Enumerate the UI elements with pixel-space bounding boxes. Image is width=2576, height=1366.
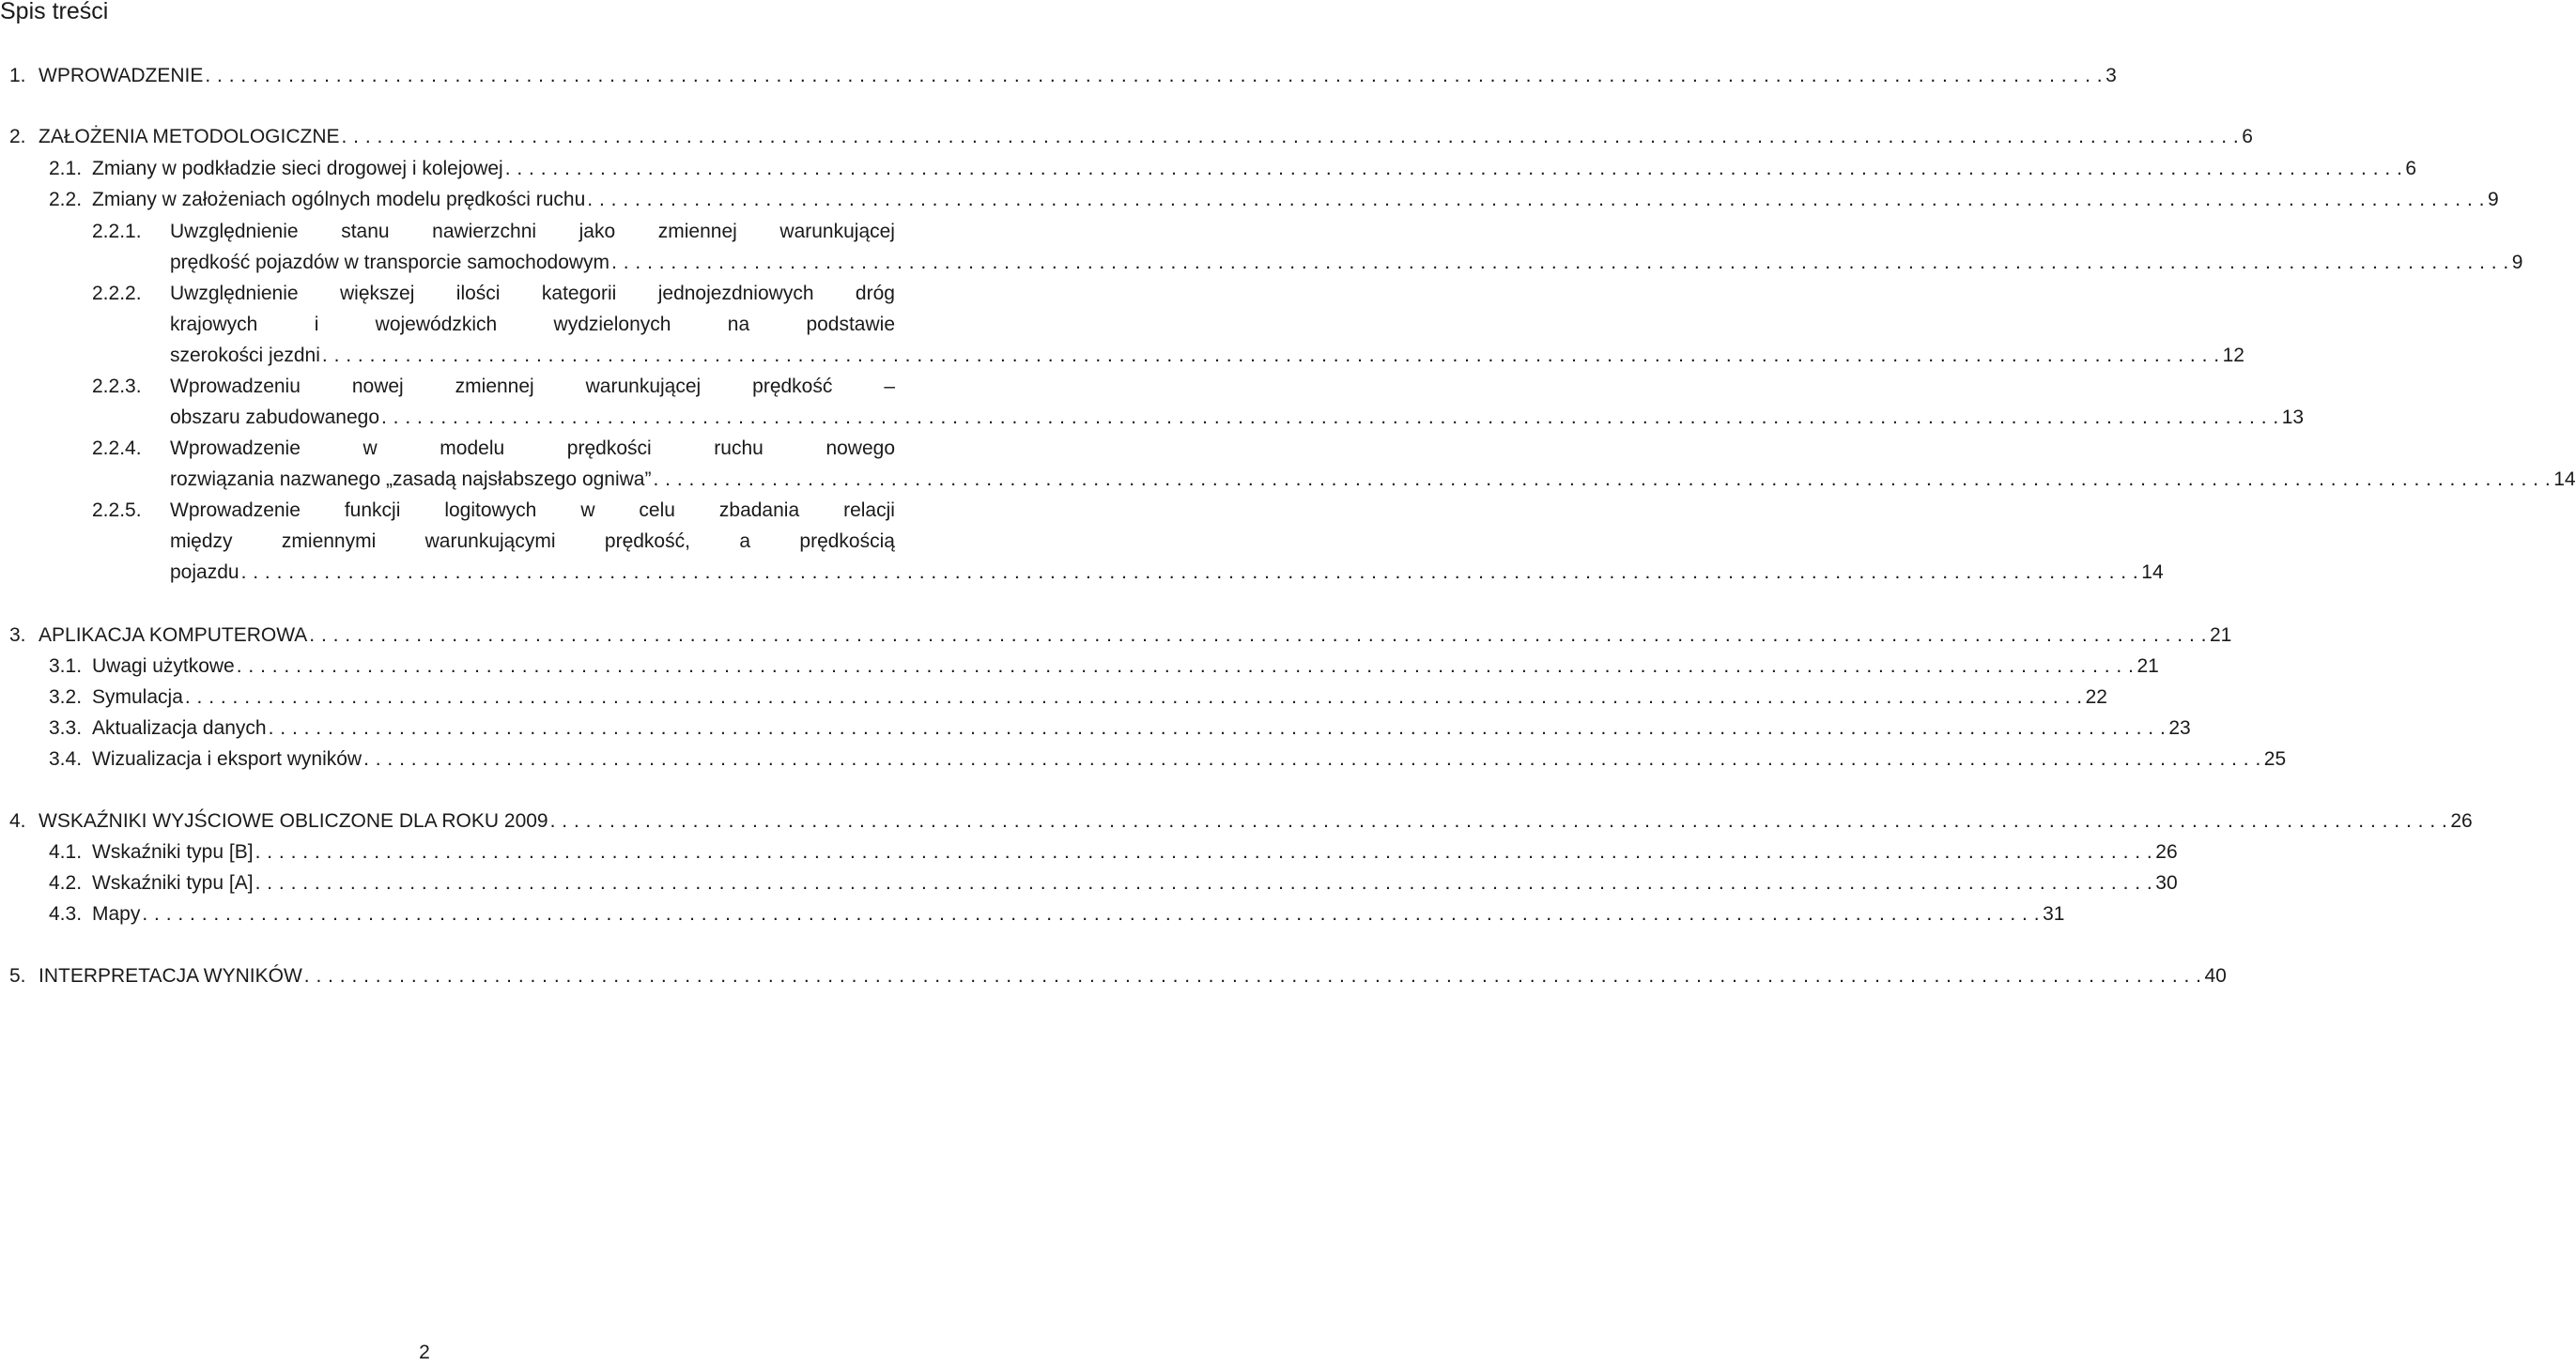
toc-word: między — [170, 530, 233, 552]
toc-word: zmiennej — [455, 376, 534, 397]
toc-word: warunkującymi — [424, 530, 556, 552]
toc-word: funkcji — [344, 499, 401, 521]
toc-entry-number: 2.2. — [49, 189, 83, 210]
toc-entry-line — [39, 60, 2117, 91]
toc-entry-page-number: 25 — [2263, 748, 2287, 770]
toc-entry-number: 4. — [9, 810, 26, 832]
toc-word: Uwzględnienie — [170, 283, 299, 304]
toc-word: modelu — [440, 437, 505, 459]
toc-dot-leader: . . . . . . . . . . . . . . . . . . . . . . . . . . . . . . . . . . . . . . . . . . . . . . . . . . . . . . . . . . . . . . . . . . . . . . . . . . . . . . . . . . . . . . . . . . . . . . . . . . . . . . . . . . . . . . . . . . . . . . . . . . . . . . . . . . . . . . . . . . . . . . . . . . . . . . . . . . . . . . . . — [363, 748, 2261, 770]
toc-entry-line — [92, 682, 2107, 713]
toc-entry-number: 3.3. — [49, 717, 83, 739]
toc-entry-title: Aktualizacja danych — [92, 717, 267, 739]
toc-word: w — [362, 437, 378, 459]
toc-entry-page-number: 26 — [2450, 810, 2473, 832]
toc-entry-title: pojazdu — [170, 561, 239, 583]
toc-word: ruchu — [714, 437, 764, 459]
toc-entry-title-line — [170, 309, 895, 340]
toc-entry-line — [170, 340, 2244, 371]
toc-word: wojewódzkich — [375, 314, 498, 335]
toc-dot-leader: . . . . . . . . . . . . . . . . . . . . . . . . . . . . . . . . . . . . . . . . . . . . . . . . . . . . . . . . . . . . . . . . . . . . . . . . . . . . . . . . . . . . . . . . . . . . . . . . . . . . . . . . . . . . . . . . . . . . . . . . . . . . . . . . . . . . . . . . . . . . . . . . . . . . . . . . . . . . . . . . — [268, 717, 2167, 739]
toc-dot-leader: . . . . . . . . . . . . . . . . . . . . . . . . . . . . . . . . . . . . . . . . . . . . . . . . . . . . . . . . . . . . . . . . . . . . . . . . . . . . . . . . . . . . . . . . . . . . . . . . . . . . . . . . . . . . . . . . . . . . . . . . . . . . . . . . . . . . . . . . . . . . . . . . . . . . . . . . . . . . . . . . — [184, 686, 2083, 708]
toc-entry-number: 2.2.5. — [92, 499, 142, 521]
toc-dot-leader: . . . . . . . . . . . . . . . . . . . . . . . . . . . . . . . . . . . . . . . . . . . . . . . . . . . . . . . . . . . . . . . . . . . . . . . . . . . . . . . . . . . . . . . . . . . . . . . . . . . . . . . . . . . . . . . . . . . . . . . . . . . . . . . . . . . . . . . . . . . . . . . . . . . . . . . . . . . . . . . . — [653, 468, 2552, 490]
toc-entry-number: 4.3. — [49, 903, 83, 925]
toc-entry-title: prędkość pojazdów w transporcie samochodowym — [170, 252, 610, 273]
toc-entry-title: szerokości jezdni — [170, 345, 320, 366]
toc-entry-title: rozwiązania nazwanego „zasadą najsłabszego ogniwa” — [170, 468, 652, 490]
toc-entry-number: 2.2.3. — [92, 376, 142, 397]
toc-entry-line — [92, 867, 2178, 898]
toc-entry-page-number: 30 — [2155, 872, 2178, 894]
toc-entry-page-number: 31 — [2043, 903, 2065, 925]
toc-entry-title: Wizualizacja i eksport wyników — [92, 748, 362, 770]
toc-dot-leader: . . . . . . . . . . . . . . . . . . . . . . . . . . . . . . . . . . . . . . . . . . . . . . . . . . . . . . . . . . . . . . . . . . . . . . . . . . . . . . . . . . . . . . . . . . . . . . . . . . . . . . . . . . . . . . . . . . . . . . . . . . . . . . . . . . . . . . . . . . . . . . . . . . . . . . . . . . . . . . . . — [205, 65, 2104, 86]
toc-word: nawierzchni — [432, 221, 537, 242]
toc-entry-title: obszaru zabudowanego — [170, 407, 380, 428]
toc-entry-number: 3.2. — [49, 686, 83, 708]
toc-entry-line — [92, 836, 2178, 867]
toc-word: krajowych — [170, 314, 258, 335]
toc-entry-title-line — [170, 495, 895, 526]
toc-word: relacji — [843, 499, 895, 521]
toc-entry-number: 2.2.2. — [92, 283, 142, 304]
toc-entry-number: 3.1. — [49, 655, 83, 677]
toc-word: a — [739, 530, 751, 552]
toc-entry-line — [39, 620, 2232, 651]
toc-word: podstawie — [806, 314, 895, 335]
toc-entry-title: Wskaźniki typu [B] — [92, 841, 254, 863]
toc-entry-page-number: 12 — [2222, 345, 2244, 366]
toc-word: warunkującej — [779, 221, 895, 242]
toc-word: zmiennymi — [281, 530, 377, 552]
toc-heading: Spis treści — [0, 0, 109, 24]
toc-entry-line — [170, 464, 2576, 495]
toc-word: prędkością — [799, 530, 895, 552]
toc-entry-line — [92, 651, 2159, 682]
toc-word: Uwzględnienie — [170, 221, 299, 242]
toc-entry-title: WPROWADZENIE — [39, 65, 204, 86]
toc-entry-title: Mapy — [92, 903, 141, 925]
toc-word: prędkości — [566, 437, 652, 459]
toc-entry-title: Zmiany w podkładzie sieci drogowej i kolejowej — [92, 158, 503, 179]
toc-word: nowego — [825, 437, 895, 459]
toc-word: wydzielonych — [553, 314, 671, 335]
toc-entry-page-number: 9 — [2487, 189, 2499, 210]
toc-word: jako — [578, 221, 616, 242]
toc-entry-number: 5. — [9, 965, 26, 987]
toc-dot-leader: . . . . . . . . . . . . . . . . . . . . . . . . . . . . . . . . . . . . . . . . . . . . . . . . . . . . . . . . . . . . . . . . . . . . . . . . . . . . . . . . . . . . . . . . . . . . . . . . . . . . . . . . . . . . . . . . . . . . . . . . . . . . . . . . . . . . . . . . . . . . . . . . . . . . . . . . . . . . . . . . — [255, 841, 2153, 863]
toc-dot-leader: . . . . . . . . . . . . . . . . . . . . . . . . . . . . . . . . . . . . . . . . . . . . . . . . . . . . . . . . . . . . . . . . . . . . . . . . . . . . . . . . . . . . . . . . . . . . . . . . . . . . . . . . . . . . . . . . . . . . . . . . . . . . . . . . . . . . . . . . . . . . . . . . . . . . . . . . . . . . . . . . — [549, 810, 2448, 832]
toc-dot-leader: . . . . . . . . . . . . . . . . . . . . . . . . . . . . . . . . . . . . . . . . . . . . . . . . . . . . . . . . . . . . . . . . . . . . . . . . . . . . . . . . . . . . . . . . . . . . . . . . . . . . . . . . . . . . . . . . . . . . . . . . . . . . . . . . . . . . . . . . . . . . . . . . . . . . . . . . . . . . . . . . — [303, 965, 2202, 987]
toc-entry-title-line — [170, 371, 895, 402]
toc-entry-title: Uwagi użytkowe — [92, 655, 235, 677]
toc-dot-leader: . . . . . . . . . . . . . . . . . . . . . . . . . . . . . . . . . . . . . . . . . . . . . . . . . . . . . . . . . . . . . . . . . . . . . . . . . . . . . . . . . . . . . . . . . . . . . . . . . . . . . . . . . . . . . . . . . . . . . . . . . . . . . . . . . . . . . . . . . . . . . . . . . . . . . . . . . . . . . . . . — [240, 561, 2139, 583]
toc-dot-leader: . . . . . . . . . . . . . . . . . . . . . . . . . . . . . . . . . . . . . . . . . . . . . . . . . . . . . . . . . . . . . . . . . . . . . . . . . . . . . . . . . . . . . . . . . . . . . . . . . . . . . . . . . . . . . . . . . . . . . . . . . . . . . . . . . . . . . . . . . . . . . . . . . . . . . . . . . . . . . . . . — [309, 624, 2207, 646]
toc-word: dróg — [855, 283, 895, 304]
toc-entry-number: 2. — [9, 126, 26, 147]
toc-dot-leader: . . . . . . . . . . . . . . . . . . . . . . . . . . . . . . . . . . . . . . . . . . . . . . . . . . . . . . . . . . . . . . . . . . . . . . . . . . . . . . . . . . . . . . . . . . . . . . . . . . . . . . . . . . . . . . . . . . . . . . . . . . . . . . . . . . . . . . . . . . . . . . . . . . . . . . . . . . . . . . . . — [587, 189, 2485, 210]
toc-word: na — [727, 314, 750, 335]
toc-word: ilości — [455, 283, 501, 304]
toc-entry-title: WSKAŹNIKI WYJŚCIOWE OBLICZONE DLA ROKU 2009 — [39, 810, 548, 832]
toc-entry-page-number: 14 — [2141, 561, 2164, 583]
toc-entry-line — [92, 184, 2499, 215]
toc-entry-page-number: 14 — [2553, 468, 2576, 490]
toc-entry-title-line — [170, 433, 895, 464]
toc-word: warunkującej — [585, 376, 702, 397]
toc-word: Wprowadzeniu — [170, 376, 301, 397]
toc-entry-line — [92, 898, 2065, 929]
toc-word: logitowych — [444, 499, 537, 521]
toc-entry-line — [92, 153, 2417, 184]
toc-word: Wprowadzenie — [170, 499, 301, 521]
toc-entry-line — [170, 402, 2305, 433]
toc-entry-title-line — [170, 216, 895, 247]
toc-dot-leader: . . . . . . . . . . . . . . . . . . . . . . . . . . . . . . . . . . . . . . . . . . . . . . . . . . . . . . . . . . . . . . . . . . . . . . . . . . . . . . . . . . . . . . . . . . . . . . . . . . . . . . . . . . . . . . . . . . . . . . . . . . . . . . . . . . . . . . . . . . . . . . . . . . . . . . . . . . . . . . . . — [321, 345, 2220, 366]
toc-entry-number: 2.2.4. — [92, 437, 142, 459]
toc-entry-page-number: 13 — [2281, 407, 2305, 428]
toc-entry-number: 4.1. — [49, 841, 83, 863]
toc-entry-line — [92, 744, 2287, 775]
toc-entry-title: ZAŁOŻENIA METODOLOGICZNE — [39, 126, 340, 147]
toc-entry-line — [170, 557, 2164, 588]
toc-entry-title-line — [170, 278, 895, 309]
toc-entry-page-number: 21 — [2136, 655, 2159, 677]
toc-dot-leader: . . . . . . . . . . . . . . . . . . . . . . . . . . . . . . . . . . . . . . . . . . . . . . . . . . . . . . . . . . . . . . . . . . . . . . . . . . . . . . . . . . . . . . . . . . . . . . . . . . . . . . . . . . . . . . . . . . . . . . . . . . . . . . . . . . . . . . . . . . . . . . . . . . . . . . . . . . . . . . . . — [142, 903, 2041, 925]
toc-entry-number: 1. — [9, 65, 26, 86]
toc-word: Wprowadzenie — [170, 437, 301, 459]
toc-dot-leader: . . . . . . . . . . . . . . . . . . . . . . . . . . . . . . . . . . . . . . . . . . . . . . . . . . . . . . . . . . . . . . . . . . . . . . . . . . . . . . . . . . . . . . . . . . . . . . . . . . . . . . . . . . . . . . . . . . . . . . . . . . . . . . . . . . . . . . . . . . . . . . . . . . . . . . . . . . . . . . . . — [341, 126, 2240, 147]
toc-entry-number: 3.4. — [49, 748, 83, 770]
toc-word: prędkość — [752, 376, 833, 397]
toc-entry-number: 2.2.1. — [92, 221, 142, 242]
toc-word: kategorii — [541, 283, 617, 304]
toc-entry-page-number: 6 — [2405, 158, 2417, 179]
toc-word: i — [314, 314, 319, 335]
toc-entry-title: Zmiany w założeniach ogólnych modelu prędkości ruchu — [92, 189, 586, 210]
toc-dot-leader: . . . . . . . . . . . . . . . . . . . . . . . . . . . . . . . . . . . . . . . . . . . . . . . . . . . . . . . . . . . . . . . . . . . . . . . . . . . . . . . . . . . . . . . . . . . . . . . . . . . . . . . . . . . . . . . . . . . . . . . . . . . . . . . . . . . . . . . . . . . . . . . . . . . . . . . . . . . . . . . . — [236, 655, 2135, 677]
toc-entry-title: APLIKACJA KOMPUTEROWA — [39, 624, 308, 646]
toc-entry-line — [39, 121, 2253, 152]
page-number: 2 — [419, 1342, 430, 1363]
toc-entry-title: INTERPRETACJA WYNIKÓW — [39, 965, 302, 987]
toc-entry-page-number: 3 — [2106, 65, 2117, 86]
toc-dot-leader: . . . . . . . . . . . . . . . . . . . . . . . . . . . . . . . . . . . . . . . . . . . . . . . . . . . . . . . . . . . . . . . . . . . . . . . . . . . . . . . . . . . . . . . . . . . . . . . . . . . . . . . . . . . . . . . . . . . . . . . . . . . . . . . . . . . . . . . . . . . . . . . . . . . . . . . . . . . . . . . . — [504, 158, 2403, 179]
toc-entry-title-line — [170, 526, 895, 557]
toc-entry-number: 3. — [9, 624, 26, 646]
toc-entry-number: 2.1. — [49, 158, 83, 179]
toc-entry-line — [39, 960, 2227, 991]
toc-entry-page-number: 22 — [2085, 686, 2107, 708]
toc-dot-leader: . . . . . . . . . . . . . . . . . . . . . . . . . . . . . . . . . . . . . . . . . . . . . . . . . . . . . . . . . . . . . . . . . . . . . . . . . . . . . . . . . . . . . . . . . . . . . . . . . . . . . . . . . . . . . . . . . . . . . . . . . . . . . . . . . . . . . . . . . . . . . . . . . . . . . . . . . . . . . . . . — [255, 872, 2153, 894]
toc-word: stanu — [341, 221, 390, 242]
toc-dot-leader: . . . . . . . . . . . . . . . . . . . . . . . . . . . . . . . . . . . . . . . . . . . . . . . . . . . . . . . . . . . . . . . . . . . . . . . . . . . . . . . . . . . . . . . . . . . . . . . . . . . . . . . . . . . . . . . . . . . . . . . . . . . . . . . . . . . . . . . . . . . . . . . . . . . . . . . . . . . . . . . . — [381, 407, 2279, 428]
toc-entry-title: Wskaźniki typu [A] — [92, 872, 254, 894]
toc-entry-page-number: 21 — [2209, 624, 2232, 646]
toc-entry-number: 4.2. — [49, 872, 83, 894]
toc-word: nowej — [351, 376, 404, 397]
toc-entry-page-number: 23 — [2168, 717, 2191, 739]
toc-word: – — [884, 376, 895, 397]
toc-entry-title: Symulacja — [92, 686, 183, 708]
toc-entry-line — [170, 247, 2523, 278]
toc-word: zmiennej — [657, 221, 737, 242]
toc-word: zbadania — [718, 499, 800, 521]
toc-word: większej — [340, 283, 415, 304]
toc-word: prędkość, — [604, 530, 690, 552]
toc-word: celu — [639, 499, 675, 521]
toc-entry-page-number: 6 — [2242, 126, 2253, 147]
toc-word: w — [580, 499, 595, 521]
toc-entry-page-number: 9 — [2511, 252, 2523, 273]
toc-entry-line — [39, 806, 2473, 836]
toc-dot-leader: . . . . . . . . . . . . . . . . . . . . . . . . . . . . . . . . . . . . . . . . . . . . . . . . . . . . . . . . . . . . . . . . . . . . . . . . . . . . . . . . . . . . . . . . . . . . . . . . . . . . . . . . . . . . . . . . . . . . . . . . . . . . . . . . . . . . . . . . . . . . . . . . . . . . . . . . . . . . . . . . — [611, 252, 2509, 273]
toc-entry-page-number: 40 — [2204, 965, 2227, 987]
toc-entry-page-number: 26 — [2155, 841, 2178, 863]
toc-entry-line — [92, 713, 2191, 744]
toc-word: jednojezdniowych — [657, 283, 814, 304]
